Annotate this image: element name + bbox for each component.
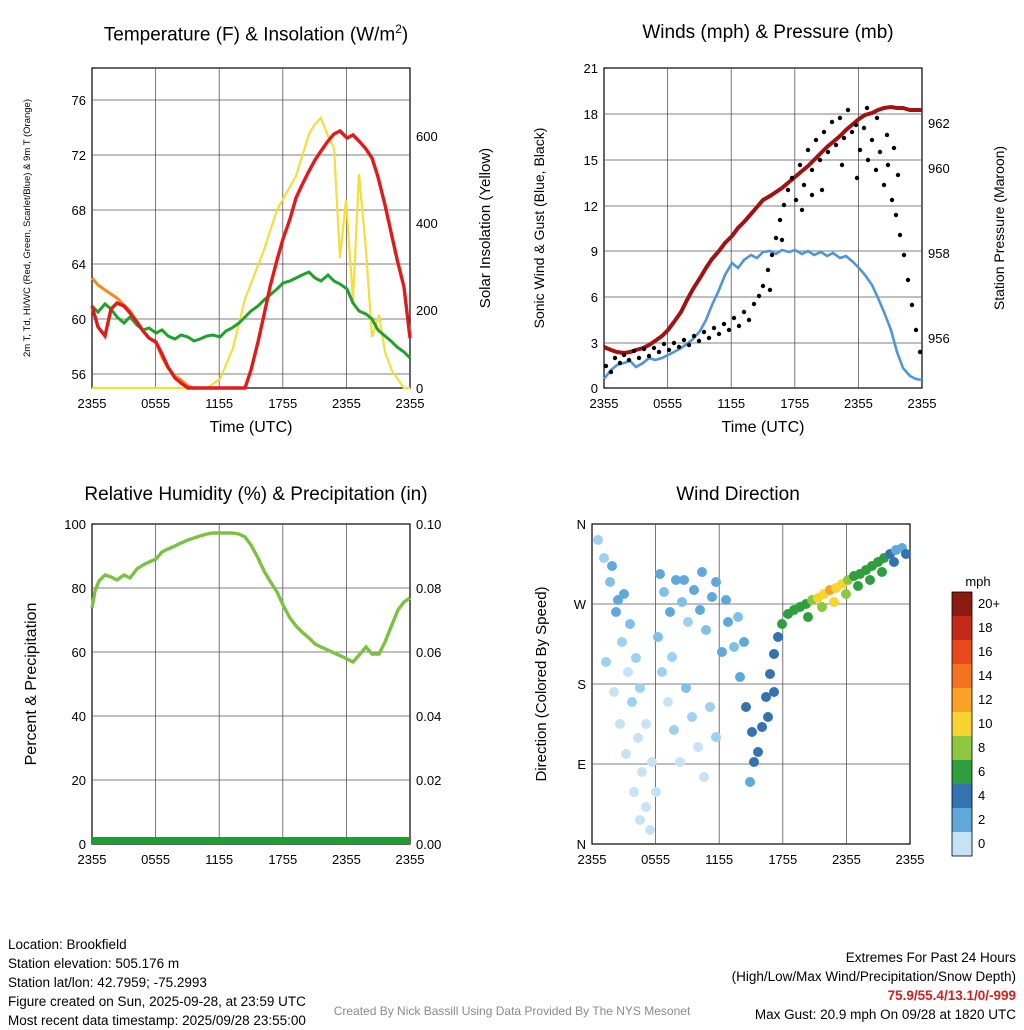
legend-title: mph [965, 574, 991, 589]
winddir-yaxis-label: Direction (Colored By Speed) [533, 586, 550, 782]
extremes-title: Extremes For Past 24 Hours [845, 950, 1016, 965]
rh-y2tick-008: 0.08 [416, 581, 442, 596]
legend-label-14: 14 [978, 668, 993, 683]
temperature-plot [0, 0, 512, 470]
winddir-xtick-3: 1755 [768, 852, 798, 867]
wind-yaxis-label-left: Sonic Wind & Gust (Blue, Black) [531, 127, 547, 329]
temp-xtick-2: 1155 [205, 396, 234, 411]
rh-y2tick-004: 0.04 [416, 709, 442, 724]
wind-xtick-0: 2355 [589, 396, 619, 411]
humidity-plot [0, 462, 512, 922]
wind-y2tick-958: 958 [928, 246, 950, 261]
max-gust: Max Gust: 20.9 mph On 09/28 at 1820 UTC [754, 1007, 1016, 1022]
rh-y2tick-006: 0.06 [416, 645, 442, 660]
temp-ytick-72: 72 [71, 148, 86, 163]
rh-ytick-100: 100 [64, 517, 86, 532]
legend-label-10: 10 [978, 716, 993, 731]
rh-xtick-0: 2355 [77, 852, 107, 867]
wind-ytick-0: 0 [590, 381, 598, 396]
wind-direction-plot [512, 462, 1024, 922]
wind-ytick-12: 12 [583, 199, 598, 214]
rh-y2tick-002: 0.02 [416, 773, 442, 788]
temp-ytick-60: 60 [71, 312, 86, 327]
credit-line: Created By Nick Bassill Using Data Provided By The NYS Mesonet [333, 1004, 691, 1018]
temp-yaxis-label-left: 2m T, Td, HI/WC (Red, Green, Scarlet/Blue) & 9m T (Orange) [22, 99, 33, 357]
extremes-values: 75.9/55.4/13.1/0/-999 [887, 988, 1016, 1003]
legend-label-20plus: 20+ [978, 596, 1001, 611]
legend-label-12: 12 [978, 692, 993, 707]
temp-y2tick-400: 400 [416, 216, 438, 231]
legend-label-2: 2 [978, 812, 986, 827]
temp-y2tick-200: 200 [416, 303, 438, 318]
temperature-title-text: Temperature (F) & Insolation (W/m [103, 24, 396, 46]
wind-xtick-1: 0555 [653, 396, 683, 411]
panel-wind-direction [512, 462, 1024, 922]
legend-label-0: 0 [978, 836, 986, 851]
winddir-ytick-n-top: N [576, 517, 586, 532]
legend-label-6: 6 [978, 764, 986, 779]
winddir-xtick-4: 2355 [831, 852, 861, 867]
extremes-subtitle: (High/Low/Max Wind/Precipitation/Snow Depth) [731, 969, 1016, 984]
temp-y2tick-600: 600 [416, 129, 438, 144]
rh-xtick-2: 1155 [205, 852, 234, 867]
wind-y2tick-956: 956 [928, 331, 950, 346]
temp-ytick-64: 64 [71, 257, 86, 272]
panel-temperature [0, 0, 512, 470]
temp-ytick-76: 76 [71, 93, 86, 108]
winds-chart-title: Winds (mph) & Pressure (mb) [642, 22, 894, 43]
temp-xtick-3: 1755 [268, 396, 298, 411]
rh-ytick-60: 60 [71, 645, 86, 660]
rh-xtick-1: 0555 [141, 852, 171, 867]
station-location: Location: Brookfield [8, 937, 127, 952]
winddir-ytick-s: S [577, 677, 586, 692]
temp-xaxis-label: Time (UTC) [209, 419, 293, 436]
temperature-title-tail: ) [401, 24, 409, 46]
rh-xtick-3: 1755 [268, 852, 298, 867]
wind-y2tick-960: 960 [928, 161, 950, 176]
wind-ytick-18: 18 [583, 107, 598, 122]
winddir-ytick-e: E [577, 757, 586, 772]
rh-xtick-4: 2355 [331, 852, 361, 867]
wind-ytick-21: 21 [583, 61, 598, 76]
winddir-xtick-1: 0555 [641, 852, 671, 867]
panel-humidity [0, 462, 512, 922]
winddir-ytick-n-bottom: N [576, 837, 586, 852]
temp-y2tick-0: 0 [416, 381, 424, 396]
humidity-chart-title: Relative Humidity (%) & Precipitation (in) [84, 484, 428, 505]
temp-ytick-56: 56 [71, 367, 86, 382]
temp-xtick-4: 2355 [331, 396, 361, 411]
temp-xtick-5: 2355 [395, 396, 425, 411]
wind-direction-chart-title: Wind Direction [676, 484, 800, 505]
wind-xtick-2: 1155 [717, 396, 746, 411]
temperature-chart-title [0, 22, 512, 46]
winddir-xtick-5: 2355 [895, 852, 925, 867]
legend-label-16: 16 [978, 644, 993, 659]
temp-yaxis-label-right: Solar Insolation (Yellow) [477, 147, 494, 309]
wind-xtick-5: 2355 [907, 396, 937, 411]
station-elevation: Station elevation: 505.176 m [8, 956, 180, 971]
rh-yaxis-label-left: Percent & Precipitation [23, 602, 40, 766]
temp-xtick-0: 2355 [77, 396, 107, 411]
rh-ytick-80: 80 [71, 581, 86, 596]
figure-created: Figure created on Sun, 2025-09-28, at 23:59 UTC [8, 994, 306, 1009]
wind-ytick-15: 15 [583, 153, 598, 168]
station-latlon: Station lat/lon: 42.7959; -75.2993 [8, 975, 207, 990]
wind-xtick-4: 2355 [843, 396, 873, 411]
temp-xtick-1: 0555 [141, 396, 171, 411]
winddir-ytick-w: W [573, 597, 586, 612]
legend-label-4: 4 [978, 788, 986, 803]
wind-speed-legend [952, 574, 1000, 856]
wind-xtick-3: 1755 [780, 396, 810, 411]
most-recent-timestamp: Most recent data timestamp: 2025/09/28 23:55:00 [8, 1013, 306, 1028]
panel-winds [512, 0, 1024, 470]
temperature-title-exponent: 2 [395, 22, 402, 36]
wind-y2tick-962: 962 [928, 116, 950, 131]
wind-ytick-6: 6 [590, 290, 598, 305]
wind-xaxis-label: Time (UTC) [721, 419, 805, 436]
temp-ytick-68: 68 [71, 203, 86, 218]
winddir-xtick-2: 1155 [705, 852, 734, 867]
rh-y2tick-0: 0.00 [416, 837, 442, 852]
legend-label-18: 18 [978, 620, 993, 635]
legend-label-8: 8 [978, 740, 986, 755]
rh-xtick-5: 2355 [395, 852, 425, 867]
winddir-xtick-0: 2355 [577, 852, 607, 867]
wind-yaxis-label-right: Station Pressure (Maroon) [991, 145, 1007, 311]
rh-y2tick-010: 0.10 [416, 517, 442, 532]
rh-ytick-40: 40 [71, 709, 86, 724]
rh-ytick-20: 20 [71, 773, 86, 788]
winds-plot [512, 0, 1024, 470]
wind-ytick-3: 3 [590, 336, 598, 351]
rh-ytick-0: 0 [78, 837, 86, 852]
wind-ytick-9: 9 [590, 244, 598, 259]
